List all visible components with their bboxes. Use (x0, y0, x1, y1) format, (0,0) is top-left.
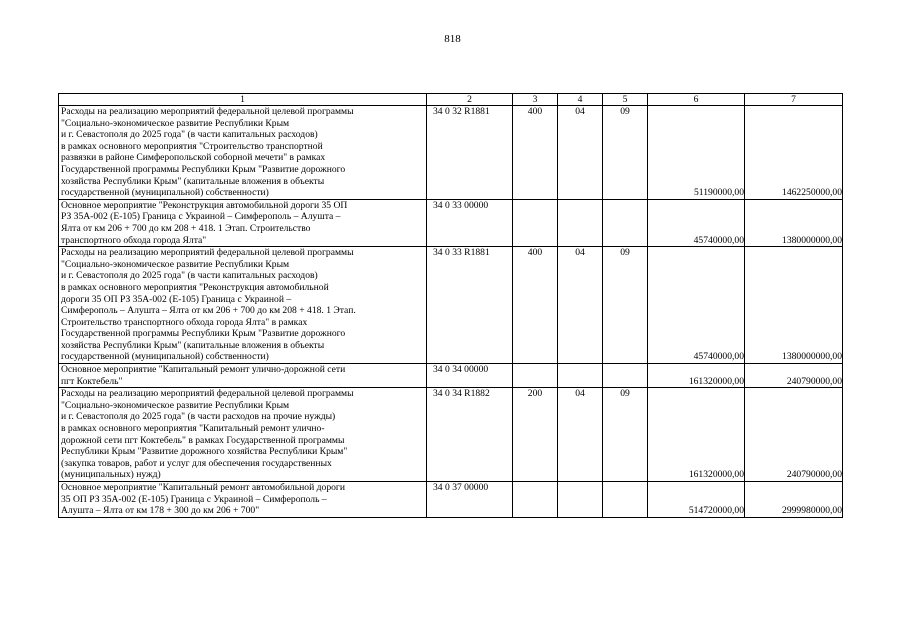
row-target-code: 34 0 32 R1881 (427, 106, 513, 200)
column-header: 3 (513, 94, 558, 106)
row-amount-col6: 45740000,00 (648, 247, 745, 364)
row-subsection (603, 482, 648, 518)
row-description: Расходы на реализацию мероприятий федеральной целевой программы "Социально-экономическое развитие Республики Крым и г. Севастополя до 2025 года" (в части капитальных расходов) в рамках основного мероприятия "Реконструкция автомобильной дороги 35 ОП РЗ 35А-002 (Е-105) Граница с Украиной – Симферополь – Алушта – Ялта от км 206 + 700 до км 208 + 418. 1 Этап. Строительство транспортного обхода города Ялта" в рамках Государственной программы Республики Крым "Развитие дорожного хозяйства Республики Крым" (капитальные вложения в объекты государственной (муниципальной) собственности) (59, 247, 427, 364)
row-description: Основное мероприятие "Реконструкция автомобильной дороги 35 ОП РЗ 35А-002 (Е-105) Граница с Украиной – Симферополь – Алушта – Ялта от км 206 + 700 до км 208 + 418. 1 Этап. Строительство транспортного обхода города Ялта" (59, 199, 427, 246)
row-target-code: 34 0 33 00000 (427, 199, 513, 246)
row-amount-col6: 51190000,00 (648, 106, 745, 200)
row-target-code: 34 0 37 00000 (427, 482, 513, 518)
row-subsection: 09 (603, 247, 648, 364)
row-expense-type (513, 482, 558, 518)
column-header: 5 (603, 94, 648, 106)
column-header: 7 (745, 94, 843, 106)
row-target-code: 34 0 34 00000 (427, 364, 513, 388)
column-header: 2 (427, 94, 513, 106)
row-section (558, 364, 603, 388)
row-description: Основное мероприятие "Капитальный ремонт улично-дорожной сети пгт Коктебель" (59, 364, 427, 388)
row-description: Расходы на реализацию мероприятий федеральной целевой программы "Социально-экономическое развитие Республики Крым и г. Севастополя до 2025 года" (в части капитальных расходов) в рамках основного мероприятия "Строительство транспортной развязки в районе Симферопольской соборной мечети" в рамках Государственной программы Республики Крым "Развитие дорожного хозяйства Республики Крым" (капитальные вложения в объекты государственной (муниципальной) собственности) (59, 106, 427, 200)
column-header: 6 (648, 94, 745, 106)
row-amount-col6: 514720000,00 (648, 482, 745, 518)
table-row (59, 482, 843, 518)
row-amount-col7: 2999980000,00 (745, 482, 843, 518)
row-section: 04 (558, 247, 603, 364)
table-row (59, 388, 843, 482)
row-amount-col6: 161320000,00 (648, 388, 745, 482)
row-subsection (603, 364, 648, 388)
row-amount-col7: 1380000000,00 (745, 199, 843, 246)
row-section: 04 (558, 106, 603, 200)
row-target-code: 34 0 34 R1882 (427, 388, 513, 482)
header-row (59, 94, 843, 106)
row-description: Расходы на реализацию мероприятий федеральной целевой программы "Социально-экономическое развитие Республики Крым и г. Севастополя до 2025 года" (в части расходов на прочие нужды) в рамках основного мероприятия "Капитальный ремонт улично- дорожной сети пгт Коктебель" в рамках Государственной программы Республики Крым "Развитие дорожного хозяйства Республики Крым" (закупка товаров, работ и услуг для обеспечения государственных (муниципальных) нужд) (59, 388, 427, 482)
table-row (59, 364, 843, 388)
table-row (59, 199, 843, 246)
row-description: Основное мероприятие "Капитальный ремонт автомобильной дороги 35 ОП РЗ 35А-002 (Е-105) Граница с Украиной – Симферополь – Алушта – Ялта от км 178 + 300 до км 206 + 700" (59, 482, 427, 518)
row-subsection (603, 199, 648, 246)
row-expense-type: 200 (513, 388, 558, 482)
row-amount-col6: 161320000,00 (648, 364, 745, 388)
row-expense-type (513, 364, 558, 388)
row-amount-col7: 1462250000,00 (745, 106, 843, 200)
column-header: 4 (558, 94, 603, 106)
row-expense-type: 400 (513, 247, 558, 364)
budget-table (58, 93, 843, 518)
row-subsection: 09 (603, 388, 648, 482)
row-expense-type: 400 (513, 106, 558, 200)
column-header: 1 (59, 94, 427, 106)
row-section (558, 199, 603, 246)
table-row (59, 247, 843, 364)
row-target-code: 34 0 33 R1881 (427, 247, 513, 364)
row-subsection: 09 (603, 106, 648, 200)
row-section (558, 482, 603, 518)
table-row (59, 106, 843, 200)
page-number: 818 (444, 33, 461, 45)
row-expense-type (513, 199, 558, 246)
row-amount-col7: 240790000,00 (745, 388, 843, 482)
row-section: 04 (558, 388, 603, 482)
row-amount-col7: 240790000,00 (745, 364, 843, 388)
row-amount-col7: 1380000000,00 (745, 247, 843, 364)
row-amount-col6: 45740000,00 (648, 199, 745, 246)
